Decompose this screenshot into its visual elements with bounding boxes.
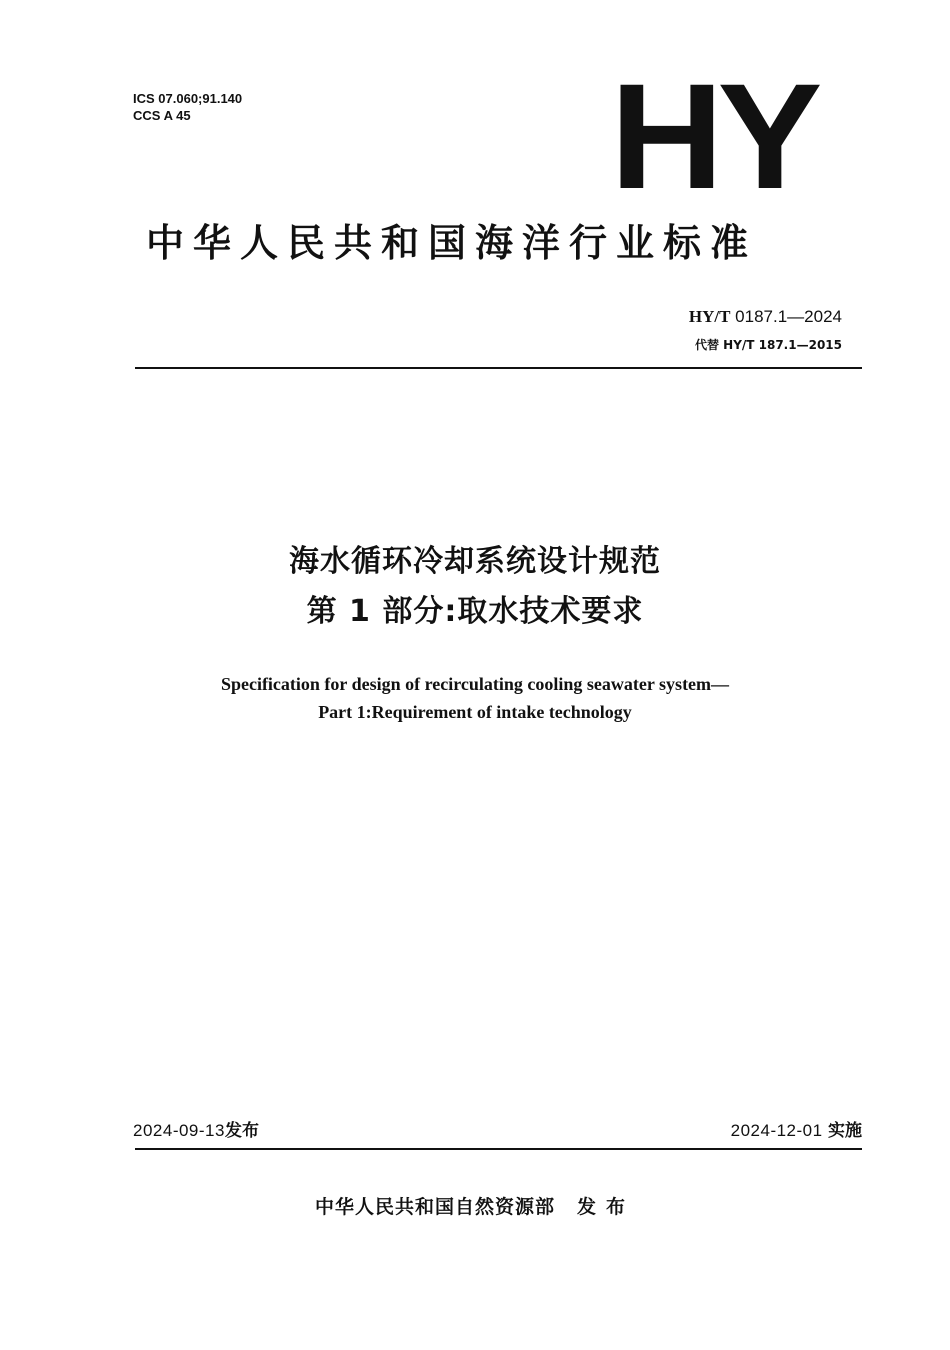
release-date-value: 2024-09-13 <box>133 1121 225 1140</box>
ccs-code: CCS A 45 <box>133 108 191 123</box>
ics-code: ICS 07.060;91.140 <box>133 91 243 106</box>
publisher <box>0 1192 950 1222</box>
publish-action: 发布 <box>577 1196 636 1218</box>
replaces-note <box>695 336 842 354</box>
implement-label: 实施 <box>828 1121 862 1141</box>
issuing-authority: 中华人民共和国自然资源部 <box>314 1196 555 1218</box>
standard-number <box>689 305 842 329</box>
industry-standard-title: 中华人民共和国海洋行业标准 <box>146 221 758 265</box>
english-title-line-1: Specification for design of recirculating cooling seawater system— <box>220 674 730 694</box>
release-label: 发布 <box>224 1121 259 1141</box>
hy-logo: HY <box>610 52 817 220</box>
footer-divider <box>135 1148 862 1150</box>
replaces-value: HY/T 187.1—2015 <box>723 338 842 352</box>
replaces-label: 代替 <box>694 338 719 352</box>
implement-date-value: 2024-12-01 <box>730 1121 823 1140</box>
chinese-title-line-2: 第 1 部分:取水技术要求 <box>306 594 644 629</box>
implementation-date <box>731 1118 862 1144</box>
standard-number-value: 0187.1—2024 <box>735 307 842 326</box>
release-date <box>133 1118 259 1144</box>
header-divider <box>135 367 862 369</box>
english-title-line-2: Part 1:Requirement of intake technology <box>318 702 632 722</box>
standard-code: HY/T <box>688 307 731 326</box>
chinese-title-line-1: 海水循环冷却系统设计规范 <box>289 544 661 579</box>
classification-codes <box>133 90 242 124</box>
